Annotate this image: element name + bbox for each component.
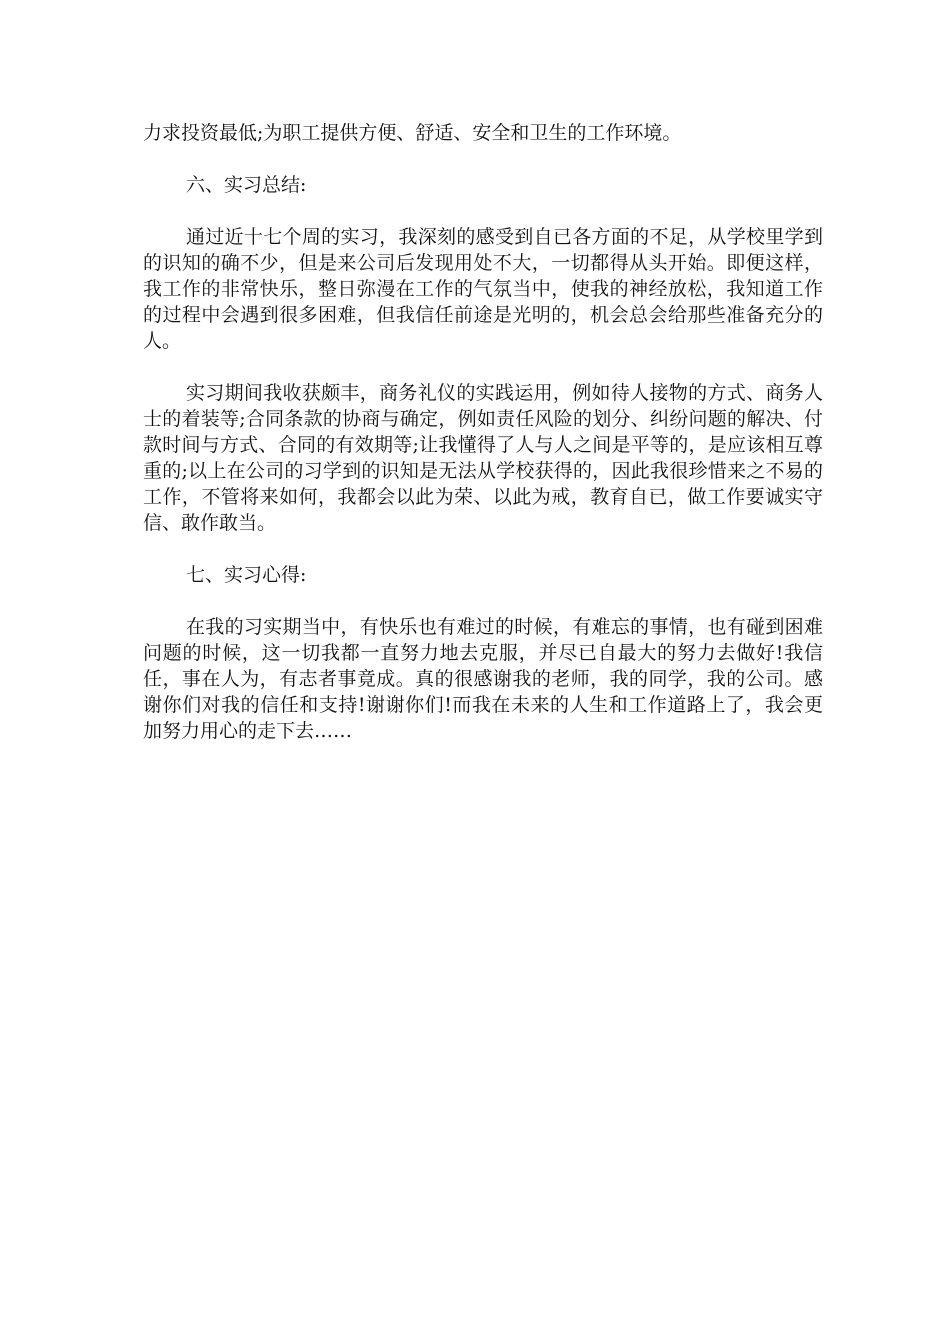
document-body [143,120,823,744]
section-heading-experience: 七、实习心得: [186,564,307,586]
summary-paragraph-2: 实习期间我收获颇丰，商务礼仪的实践运用，例如待人接物的方式、商务人士的着装等;合同条款的协商与确定，例如责任风险的划分、纠纷问题的解决、付款时间与方式、合同的有效期等;让我懂得了人与人之间是平等的，是应该相互尊重的;以上在公司的习学到的识知是无法从学校获得的，因此我很珍惜来之不易的工作，不管将来如何，我都会以此为荣、以此为戒，教育自已，做工作要诚实守信、敢作敢当。 [143,382,823,534]
section-heading-summary: 六、实习总结: [186,174,307,196]
summary-paragraph-1: 通过近十七个周的实习，我深刻的感受到自已各方面的不足，从学校里学到的识知的确不少，但是来公司后发现用处不大，一切都得从头开始。即便这样，我工作的非常快乐，整日弥漫在工作的气氛当中，使我的神经放松，我知道工作的过程中会遇到很多困难，但我信任前途是光明的，机会总会给那些准备充分的人。 [143,226,823,352]
experience-paragraph: 在我的习实期当中，有快乐也有难过的时候，有难忘的事情，也有碰到困难问题的时候，这一切我都一直努力地去克服，并尽已自最大的努力去做好!我信任，事在人为，有志者事竟成。真的很感谢我的老师，我的同学，我的公司。感谢你们对我的信任和支持!谢谢你们!而我在未来的人生和工作道路上了，我会更加努力用心的走下去…… [143,616,823,742]
continuation-paragraph: 力求投资最低;为职工提供方便、舒适、安全和卫生的工作环境。 [143,122,682,144]
